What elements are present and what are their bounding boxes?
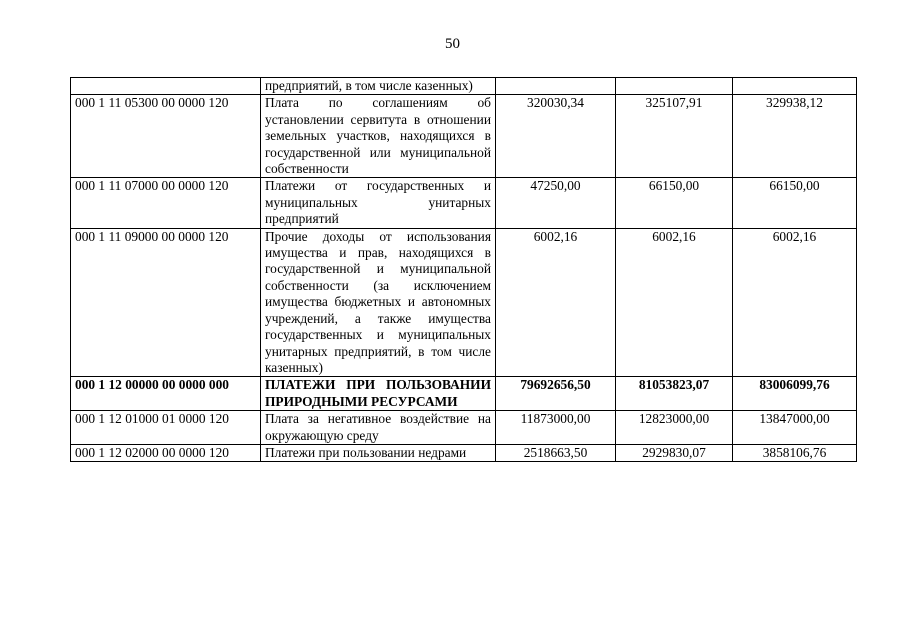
value-year3-cell: 66150,00	[733, 178, 857, 228]
value-year3-cell	[733, 78, 857, 95]
value-year1-cell: 79692656,50	[496, 377, 616, 411]
value-year3-cell: 6002,16	[733, 228, 857, 377]
table-row	[71, 228, 857, 377]
value-year3-cell: 13847000,00	[733, 411, 857, 445]
value-year2-cell: 2929830,07	[616, 444, 733, 461]
value-year1-cell: 2518663,50	[496, 444, 616, 461]
budget-table	[70, 77, 857, 462]
value-year3-cell: 83006099,76	[733, 377, 857, 411]
table-row	[71, 411, 857, 445]
table-row	[71, 178, 857, 228]
value-year2-cell: 66150,00	[616, 178, 733, 228]
value-year2-cell: 12823000,00	[616, 411, 733, 445]
income-name-cell: Прочие доходы от использования имущества и прав, находящихся в государственной и муниципальной собственности (за исключением имущества бюджетных и автономных учреждений, а также имущества государственных и муниципальных унитарных предприятий, в том числе казенных)	[261, 228, 496, 377]
budget-code-cell: 000 1 12 00000 00 0000 000	[71, 377, 261, 411]
budget-code-cell	[71, 78, 261, 95]
budget-code-cell: 000 1 12 01000 01 0000 120	[71, 411, 261, 445]
income-name-cell: ПЛАТЕЖИ ПРИ ПОЛЬЗОВАНИИ ПРИРОДНЫМИ РЕСУРСАМИ	[261, 377, 496, 411]
income-name-cell: Плата по соглашениям об установлении сервитута в отношении земельных участков, находящихся в государственной или муниципальной собственности	[261, 95, 496, 178]
value-year2-cell	[616, 78, 733, 95]
value-year2-cell: 81053823,07	[616, 377, 733, 411]
table-row	[71, 95, 857, 178]
value-year1-cell: 47250,00	[496, 178, 616, 228]
value-year2-cell: 6002,16	[616, 228, 733, 377]
value-year3-cell: 329938,12	[733, 95, 857, 178]
value-year1-cell: 6002,16	[496, 228, 616, 377]
value-year1-cell	[496, 78, 616, 95]
budget-code-cell: 000 1 11 05300 00 0000 120	[71, 95, 261, 178]
page-number: 50	[445, 36, 460, 52]
value-year1-cell: 11873000,00	[496, 411, 616, 445]
value-year1-cell: 320030,34	[496, 95, 616, 178]
budget-code-cell: 000 1 11 09000 00 0000 120	[71, 228, 261, 377]
income-name-cell: Платежи при пользовании недрами	[261, 444, 496, 461]
value-year2-cell: 325107,91	[616, 95, 733, 178]
budget-code-cell: 000 1 11 07000 00 0000 120	[71, 178, 261, 228]
table-row-section-total	[71, 377, 857, 411]
budget-code-cell: 000 1 12 02000 00 0000 120	[71, 444, 261, 461]
income-name-cell: Плата за негативное воздействие на окружающую среду	[261, 411, 496, 445]
table-row	[71, 78, 857, 95]
value-year3-cell: 3858106,76	[733, 444, 857, 461]
income-name-cell: Платежи от государственных и муниципальных унитарных предприятий	[261, 178, 496, 228]
income-name-cell: предприятий, в том числе казенных)	[261, 78, 496, 95]
table-row	[71, 444, 857, 461]
